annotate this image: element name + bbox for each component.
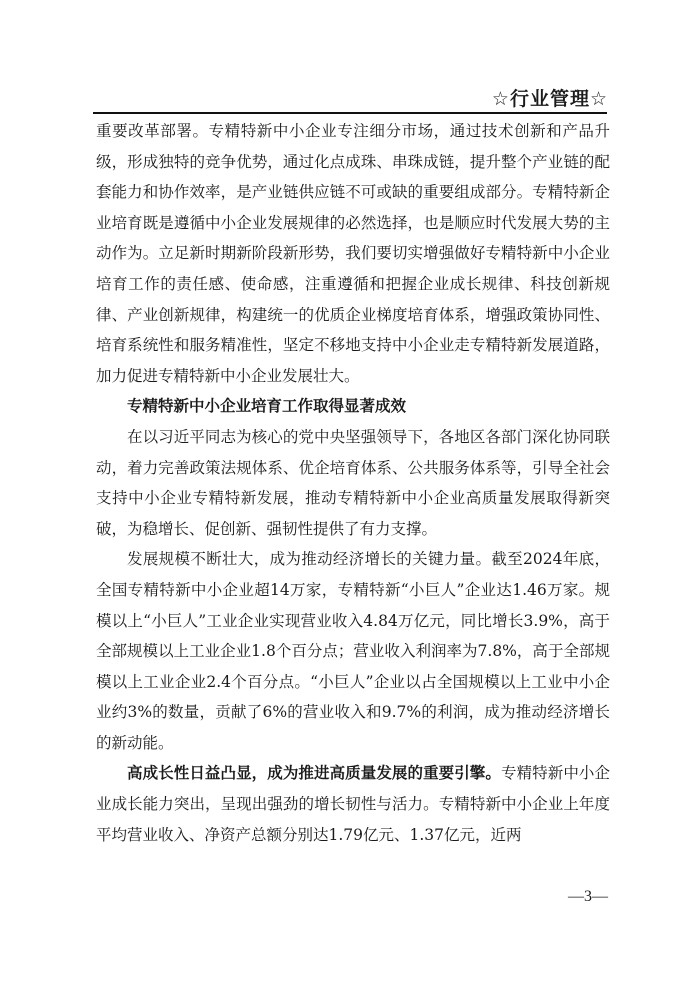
paragraph-growth-text: 专精特新中小企业成长能力突出，呈现出强劲的增长韧性与活力。专精特新中小企业上年度平均营业收入、净资产总额分别达1.79亿元、1.37亿元，近两 [96,764,610,844]
article-body [96,116,610,850]
header-divider [93,112,607,114]
paragraph-intro: 重要改革部署。专精特新中小企业专注细分市场，通过技术创新和产品升级，形成独特的竞争优势，通过化点成珠、串珠成链，提升整个产业链的配套能力和协作效率，是产业链供应链不可或缺的重要组成部分。专精特新企业培育既是遵循中小企业发展规律的必然选择，也是顺应时代发展大势的主动作为。立足新时期新阶段新形势，我们要切实增强做好专精特新中小企业培育工作的责任感、使命感，注重遵循和把握企业成长规律、科技创新规律、产业创新规律，构建统一的优质企业梯度培育体系，增强政策协同性、培育系统性和服务精准性，坚定不移地支持中小企业走专精特新发展道路，加力促进专精特新中小企业发展壮大。 [96,122,610,385]
paragraph-lead: 高成长性日益凸显，成为推进高质量发展的重要引擎。 [127,764,501,783]
paragraph-overview: 在以习近平同志为核心的党中央坚强领导下，各地区各部门深化协同联动，着力完善政策法规体系、优企培育体系、公共服务体系等，引导全社会支持中小企业专精特新发展，推动专精特新中小企业高质量发展取得新突破，为稳增长、促创新、强韧性提供了有力支撑。 [96,427,610,538]
section-heading: 专精特新中小企业培育工作取得显著成效 [127,397,407,416]
page-number: —3— [568,888,608,905]
section-title: ☆行业管理☆ [491,88,608,110]
paragraph-growth [96,758,610,850]
paragraph-scale: 发展规模不断壮大，成为推动经济增长的关键力量。截至2024年底，全国专精特新中小企业超14万家，专精特新“小巨人”企业达1.46万家。规模以上“小巨人”工业企业实现营业收入4.84万亿元，同比增长3.9%，高于全部规模以上工业企业1.8个百分点；营业收入利润率为7.8%，高于全部规模以上工业企业2.4个百分点。“小巨人”企业以占全国规模以上工业中小企业约3%的数量，贡献了6%的营业收入和9.7%的利润，成为推动经济增长的新动能。 [96,550,610,752]
